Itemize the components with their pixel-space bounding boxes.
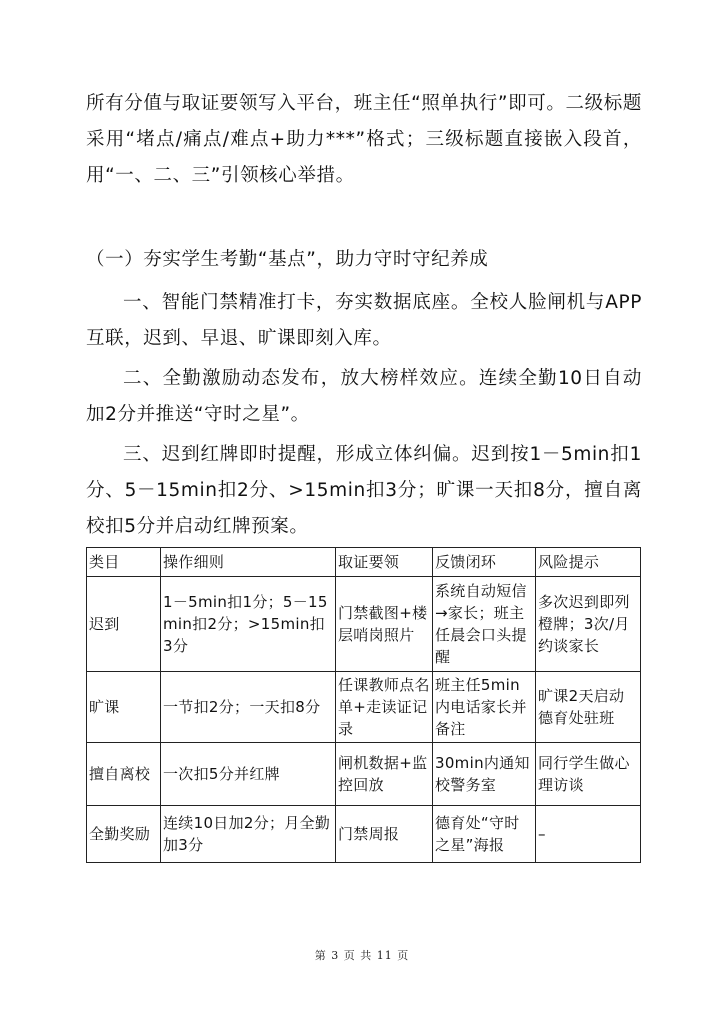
cell-feedback-loop: 班主任5min内电话家长并备注 [433, 672, 536, 743]
cell-category: 迟到 [87, 577, 161, 672]
cell-feedback-loop: 德育处“守时之星”海报 [433, 806, 536, 863]
section-heading: （一）夯实学生考勤“基点”，助力守时守纪养成 [86, 249, 489, 270]
header-feedback-loop: 反馈闭环 [433, 548, 536, 577]
measure-paragraph-2: 二、全勤激励动态发布，放大榜样效应。连续全勤10日自动加2分并推送“守时之星”。 [86, 368, 642, 425]
cell-category: 擅自离校 [87, 743, 161, 806]
attendance-rules-table [86, 547, 641, 863]
cell-operation-rules: 连续10日加2分；月全勤加3分 [161, 806, 336, 863]
cell-operation-rules: 一节扣2分；一天扣8分 [161, 672, 336, 743]
header-operation-rules: 操作细则 [161, 548, 336, 577]
table-row [87, 577, 641, 672]
cell-risk-notes: 旷课2天启动德育处驻班 [536, 672, 641, 743]
header-risk-notes: 风险提示 [536, 548, 641, 577]
measure-paragraph-3: 三、迟到红牌即时提醒，形成立体纠偏。迟到按1－5min扣1分、5－15min扣2分、>15min扣3分；旷课一天扣8分，擅自离校扣5分并启动红牌预案。 [86, 444, 642, 537]
cell-feedback-loop: 系统自动短信→家长；班主任晨会口头提醒 [433, 577, 536, 672]
cell-risk-notes: 多次迟到即列橙牌；3次/月约谈家长 [536, 577, 641, 672]
cell-category: 全勤奖励 [87, 806, 161, 863]
cell-evidence: 门禁周报 [336, 806, 433, 863]
table-row [87, 806, 641, 863]
cell-operation-rules: 一次扣5分并红牌 [161, 743, 336, 806]
table-header-row [87, 548, 641, 577]
cell-risk-notes: – [536, 806, 641, 863]
cell-feedback-loop: 30min内通知校警务室 [433, 743, 536, 806]
table-row [87, 672, 641, 743]
cell-risk-notes: 同行学生做心理访谈 [536, 743, 641, 806]
measure-paragraph-1: 一、智能门禁精准打卡，夯实数据底座。全校人脸闸机与APP互联，迟到、早退、旷课即刻入库。 [86, 292, 642, 349]
cell-evidence: 闸机数据+监控回放 [336, 743, 433, 806]
header-category: 类目 [87, 548, 161, 577]
page-number-footer: 第 3 页 共 11 页 [314, 949, 410, 962]
cell-category: 旷课 [87, 672, 161, 743]
table-row [87, 743, 641, 806]
cell-operation-rules: 1－5min扣1分；5－15min扣2分；>15min扣3分 [161, 577, 336, 672]
intro-paragraph: 所有分值与取证要领写入平台，班主任“照单执行”即可。二级标题采用“堵点/痛点/难点+助力***”格式；三级标题直接嵌入段首，用“一、二、三”引领核心举措。 [86, 93, 642, 186]
cell-evidence: 门禁截图+楼层哨岗照片 [336, 577, 433, 672]
cell-evidence: 任课教师点名单+走读证记录 [336, 672, 433, 743]
header-evidence: 取证要领 [336, 548, 433, 577]
